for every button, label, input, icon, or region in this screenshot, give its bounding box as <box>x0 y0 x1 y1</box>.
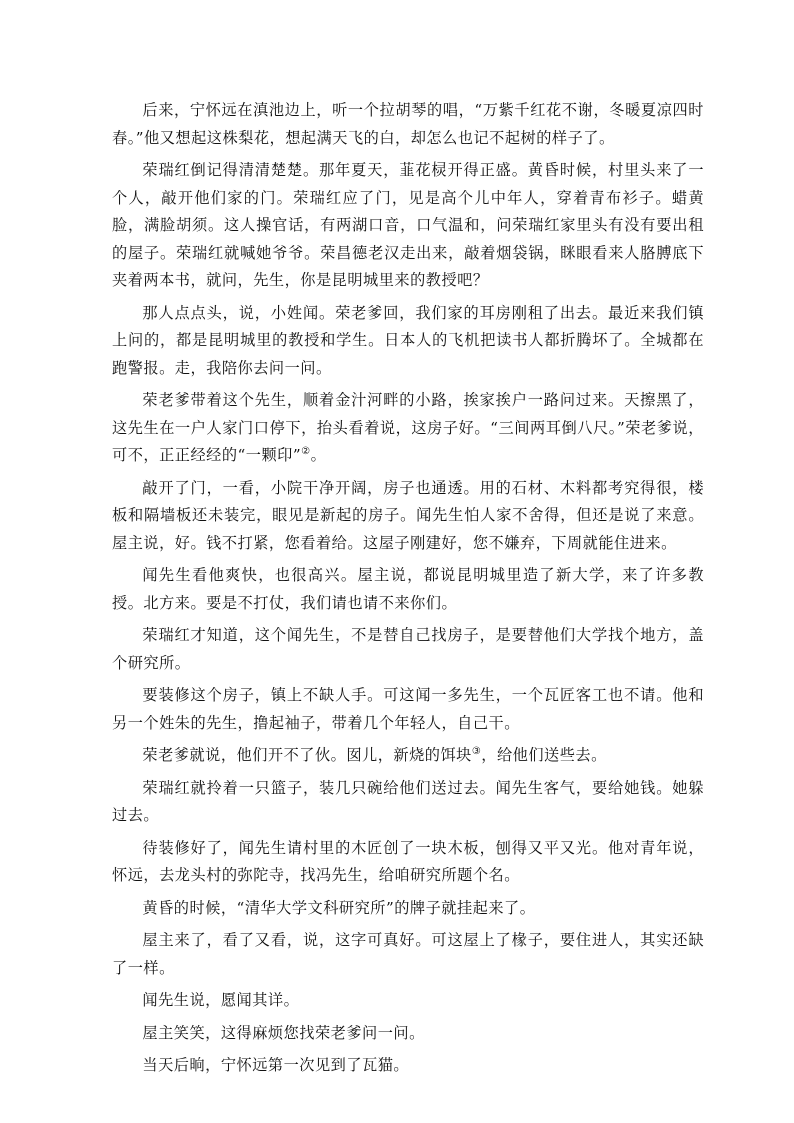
paragraph-8: 要装修这个房子，镇上不缺人手。可这闻一多先生，一个瓦匠客工也不请。他和另一个姓朱的先生，撸起袖子，带着几个年轻人，自己干。 <box>112 686 704 732</box>
article-body <box>112 97 704 1085</box>
paragraph-2: 荣瑞红倒记得清清楚楚。那年夏天，韮花棂开得正盛。黄昏时候，村里头来了一个人，敲开他们家的门。荣瑞红应了门，见是高个儿中年人，穿着青布衫子。蜡黄脸，满脸胡须。这人操官话，有两湖口音，口气温和，问荣瑞红家里头有没有要出租的屋子。荣瑞红就喊她爷爷。荣昌德老汉走出来，敲着烟袋锅，眯眼看来人胳膊底下夹着两本书，就问，先生，你是昆明城里来的教授吧？ <box>112 161 704 289</box>
paragraph-14: 闻先生说，愿闻其详。 <box>142 991 300 1009</box>
paragraph-6: 闻先生看他爽快，也很高兴。屋主说，都说昆明城里造了新大学，来了许多教授。北方来。要是不打仗，我们请也请不来你们。 <box>112 566 704 612</box>
paragraph-4-tail: 。 <box>310 446 327 464</box>
paragraph-15: 屋主笑笑，这得麻烦您找荣老爹问一问。 <box>142 1023 425 1042</box>
paragraph-16: 当天后晌，宁怀远第一次见到了瓦猫。 <box>142 1056 410 1074</box>
paragraph-11: 待装修好了，闻先生请村里的木匠创了一块木板，刨得又平又光。他对青年说，怀远，去龙头村的弥陀寺，找冯先生，给咱研究所题个名。 <box>112 838 704 884</box>
paragraph-1: 后来，宁怀远在滇池边上，听一个拉胡琴的唱，“万紫千红花不谢，冬暖夏凉四时春。”他又想起这株梨花，想起满天飞的白，却怎么也记不起树的样子了。 <box>112 101 704 147</box>
paragraph-10: 荣瑞红就拎着一只篮子，装几只碗给他们送过去。闻先生客气，要给她钱。她躲过去。 <box>112 778 704 824</box>
footnote-marker-2: ② <box>301 445 311 457</box>
paragraph-4-text: 荣老爹带着这个先生，顺着金汁河畔的小路，挨家挨户一路问过来。天擦黑了，这先生在一户人家门口停下，抬头看着说，这房子好。“三间两耳倒八尺。”荣老爹说，可不，正正经经的“一颗印” <box>112 391 704 464</box>
paragraph-9-tail: ，给他们送些去。 <box>481 746 607 764</box>
footnote-marker-3: ③ <box>471 745 482 757</box>
paragraph-13: 屋主来了，看了又看，说，这字可真好。可这屋上了椽子，要住进人，其实还缺了一样。 <box>112 931 704 977</box>
paragraph-9-text: 荣老爹就说，他们开不了伙。囡儿，新烧的饵块 <box>142 746 472 764</box>
paragraph-7: 荣瑞红才知道，这个闻先生，不是替自己找房子，是要替他们大学找个地方，盖个研究所。 <box>112 626 704 672</box>
paragraph-4 <box>112 387 704 470</box>
paragraph-9 <box>112 742 704 770</box>
paragraph-5: 敲开了门，一看，小院干净开阔，房子也通透。用的石材、木料都考究得很，楼板和隔墙板还未装完，眼见是新起的房子。闻先生怕人家不舍得，但还是说了来意。屋主说，好。钱不打紧，您看着给。这屋子刚建好，您不嫌弃，下周就能住进来。 <box>112 478 704 552</box>
paragraph-3: 那人点点头，说，小姓闻。荣老爹回，我们家的耳房刚租了出去。最近来我们镇上问的，都是昆明城里的教授和学生。日本人的飞机把读书人都折腾坏了。全城都在跑警报。走，我陪你去问一问。 <box>112 303 704 377</box>
paragraph-12: 黄昏的时候，“清华大学文科研究所”的牌子就挂起来了。 <box>142 898 536 917</box>
